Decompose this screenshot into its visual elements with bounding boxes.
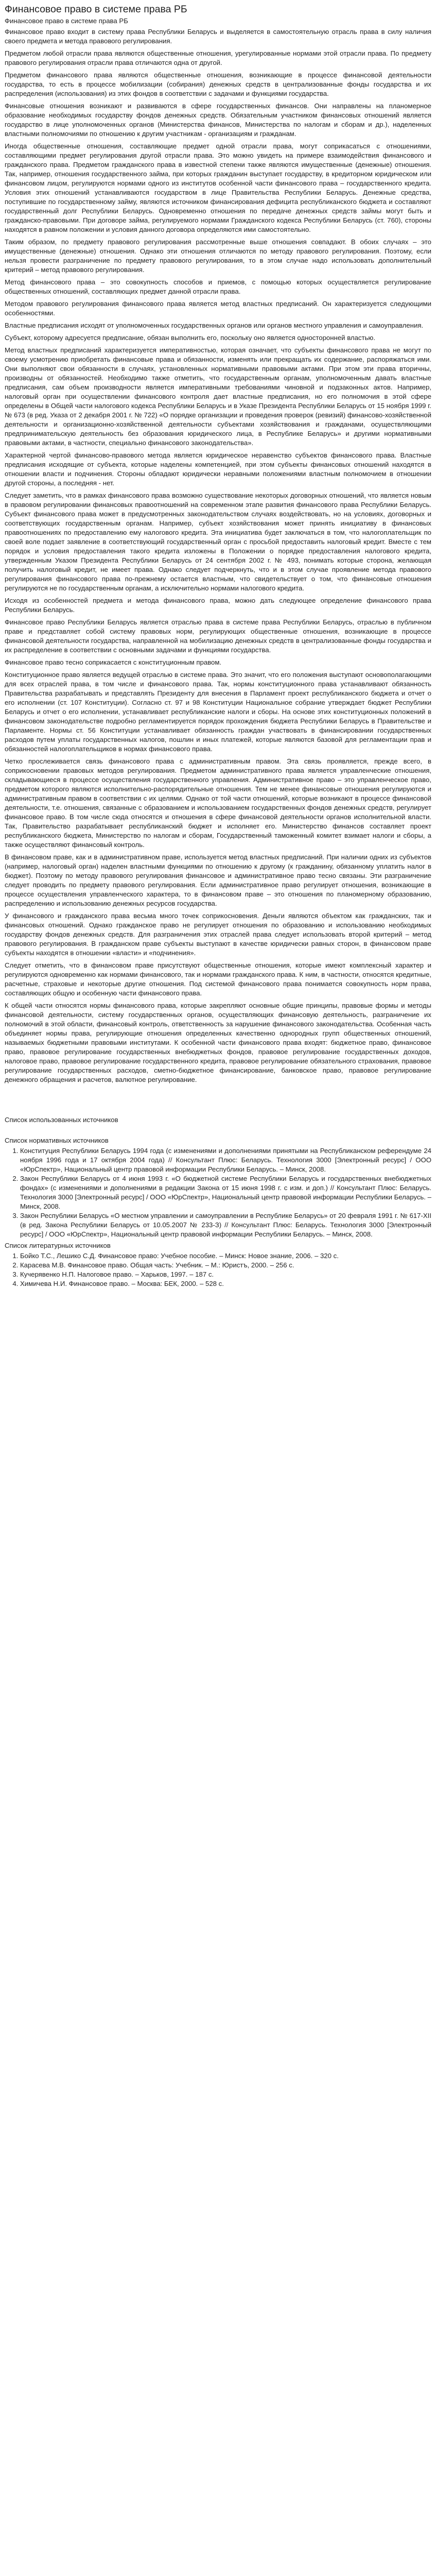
- literature-sources-list: [5, 1251, 431, 1289]
- document-subtitle: Финансовое право в системе права РБ: [5, 17, 128, 25]
- normative-source-item: 1. Конституция Республики Беларусь 1994 года (с изменениями и дополнениями принятыми на Республиканском референдуме 24 ноября 1996 года и 17 октября 2004 года) // Консультант Плюс: Беларусь. Технология 3000 [Электронный ресурс] / ООО «ЮрСпектр», Национальный центр правовой информации Республики Беларусь. – Минск, 2008.: [20, 1146, 431, 1174]
- normative-source-item: 3. Закон Республики Беларусь «О местном управлении и самоуправлении в Республике Беларусь» от 20 февраля 1991 г. № 617-XII (в ред. Закона Республики Беларусь от 10.05.2007 № 233-З) // Консультант Плюс: Беларусь. Технология 3000 [Электронный ресурс] / ООО «ЮрСпектр», Национальный центр правовой информации Республики Беларусь. – Минск, 2008.: [20, 1211, 431, 1239]
- paragraph: Субъект, которому адресуется предписание, обязан выполнить его, поскольку оно является односторонней властью.: [5, 334, 375, 342]
- paragraph: Четко прослеживается связь финансового права с административным правом. Эта связь проявляется, прежде всего, в соприкосновении правовых методов регулирования. Предметом административного права является управленческие отношения, складывающиеся в процессе осуществления государственного управления. Административное право – это управленческое право, предметом которого являются исполнительно-распорядительные отношения. Тем не менее финансовые отношения регулируются и административным правом в соответствии с их целями. Однако от той части отношений, которые возникают в процессе финансовой деятельности, т.е. отношения, связанные с образованием и использованием государственных фондов денежных средств, регулирует финансовое право. В том числе сюда относятся и отношения в сфере финансовой деятельности органов исполнительной власти. Так, Правительство разрабатывает республиканский бюджет и исполняет его. Министерство финансов составляет проект республиканского бюджета, Министерство по налогам и сборам, Государственный таможенный комитет взимает налоги и сборы, а также осуществляют финансовый контроль.: [5, 757, 431, 849]
- literature-sources-heading: Список литературных источников: [5, 1242, 111, 1249]
- paragraph: Иногда общественные отношения, составляющие предмет одной отрасли права, могут соприкасаться с отношениями, составляющими предмет регулирования другой отрасли права. Это можно увидеть на примере взаимодействия финансового и гражданского права. Предметом гражданского права в известной степени также являются имущественные (денежные) отношения. Так, например, отношения государственного займа, при которых гражданин выступает государству, в кредиторном юридическом или финансовом лицом, регулируются нормами одного из институтов особенной части финансового права – государственного кредита. Условия этих отношений устанавливаются государством в лице Правительства Республики Беларусь. Денежные средства, поступившие по государственному займу, являются источником финансирования дефицита республиканского бюджета и составляют государственный долг Республики Беларусь. Одновременно отношения по передаче денежных средств займы могут быть и гражданско-правовыми. При договоре займа, регулируемого нормами Гражданского кодекса Республики Беларусь (ст. 760), стороны находятся в равном положении и условия данного договора определяются ими самостоятельно.: [5, 142, 431, 233]
- page-title: Финансовое право в системе права РБ: [5, 4, 187, 15]
- paragraph: Характерной чертой финансово-правового метода является юридическое неравенство субъектов финансового права. Властные предписания исходящие от субъекта, которые наделены компетенцией, при этом субъекты финансовых отношений находятся в отношении власти и подчинения. Стороны обладают юридически неравными положениями властным полномочием в отношении другой стороны, а последняя - нет.: [5, 451, 431, 487]
- normative-source-item: 2. Закон Республики Беларусь от 4 июня 1993 г. «О бюджетной системе Республики Беларусь и государственных внебюджетных фондах» (с изменениями и дополнениями в редакции Закона от 15 июня 1998 г. с изм. и доп.) // Консультант Плюс: Беларусь. Технология 3000 [Электронный ресурс] / ООО «ЮрСпектр», Национальный центр правовой информации Республики Беларусь. – Минск, 2008.: [20, 1174, 431, 1211]
- literature-source-item: 2. Карасева М.В. Финансовое право. Общая часть: Учебник. – М.: Юристъ, 2000. – 256 с.: [20, 1261, 431, 1270]
- paragraph: К общей части относятся нормы финансового права, которые закрепляют основные общие принципы, правовые формы и методы финансовой деятельности, систему государственных органов, осуществляющих финансовую деятельность, разграничение их полномочий в этой области, финансовый контроль, ответственность за нарушение финансового законодательства. Особенная часть объединяет нормы права, регулирующие отношения определенных качественно однородных групп общественных отношений, называемых бюджетными правовыми институтами. К особенной части финансового права входят: бюджетное право, финансовое право, правовое регулирование государственных внебюджетных фондов, правовое регулирование государственных доходов, налоговое право, правовое регулирование государственного кредита, правовое регулирование обязательного страхования, правовое регулирование государственных расходов, сметно-бюджетное финансирование, банковское право, правовое регулирование денежного обращения и расчетов, валютное регулирование.: [5, 1002, 431, 1083]
- references-heading: Список использованных источников: [5, 1116, 118, 1124]
- paragraph: Метод финансового права – это совокупность способов и приемов, с помощью которых осуществляется регулирование общественных отношений, составляющих предмет данной отрасли права.: [5, 278, 431, 295]
- paragraph: Метод властных предписаний характеризуется императивностью, которая означает, что субъекты финансового права не могут по своему усмотрению приобретать финансовые права и обязанности, изменять или прекращать их содержание, распоряжаться ими. Они выполняют свои обязанности в случаях, установленных нормативными правовыми актами. При этом эти права вторичны, производны от обязанностей. Необходимо также отметить, что государственным органам, уполномоченным давать властные предписания, сам объем производности является императивными требованиями чиновной и подзаконных актов. Например, налоговый орган при осуществлении финансового контроля дает властные предписания, но его полномочия в этой сфере определены в Общей части налогового кодекса Республики Беларусь и в Указе Президента Республики Беларусь от 15 ноября 1999 г. № 673 (в ред. Указа от 2 декабря 2001 г. № 722) «О порядке организации и проведения проверок (ревизий) финансово-хозяйственной деятельности и организационно-хозяйственной деятельности субъектами хозяйствования и гражданами, осуществляющими предпринимательскую деятельность без образования юридического лица, в Республике Беларусь» и другими нормативными правовыми актами, в частности, специально финансового законодательства».: [5, 346, 431, 447]
- paragraph: Финансовое право входит в систему права Республики Беларусь и выделяется в самостоятельную отрасль права в силу наличия своего предмета и метода правового регулирования.: [5, 28, 431, 45]
- literature-source-item: 3. Кучерявенко Н.П. Налоговое право. – Харьков, 1997. – 187 с.: [20, 1270, 431, 1279]
- paragraph: Следует отметить, что в финансовом праве присутствуют общественные отношения, которые имеют комплексный характер и регулируются одновременно как нормами финансового, так и нормами гражданского права. К ним, в частности, относятся кредитные, расчетные, страховые и некоторые другие отношения. Под системой финансового права понимается совокупность норм права, составляющих общую и особенную части финансового права.: [5, 961, 431, 997]
- paragraph: Следует заметить, что в рамках финансового права возможно существование некоторых договорных отношений, что является новым в правовом регулировании финансовых правоотношений на современном этапе развития финансового права Республики Беларусь. Субъект финансового права может в предусмотренных законодательством случаях воздействовать, но на условиях, договорных и соответствующих государственным органам. Например, субъект хозяйствования может принять инициативу в финансовых правоотношениях по предоставлению ему налогового кредита. Эта инициатива будет заключаться в том, что налогоплательщик по своей воле подает заявление в соответствующий государственный орган с просьбой предоставить налоговый кредит. Вместе с тем порядок и условия предоставления такого кредита изложены в Положении о порядке предоставления налогового кредита, утвержденным Указом Президента Республики Беларусь от 24 сентября 2002 г. № 493, понимать которые сторона, желающая получить налоговый кредит, не имеет права. Однако следует подчеркнуть, что и в этом случае проявление метода правового регулирования финансового права по-прежнему остается властным, что свидетельствует о том, что финансовые отношения регулируются не по государственным органам, а исключительно нормами налогового кредита.: [5, 492, 431, 592]
- paragraph: Финансовое право тесно соприкасается с конституционным правом.: [5, 658, 222, 666]
- paragraph: Методом правового регулирования финансового права является метод властных предписаний. Он характеризуется следующими особенностями.: [5, 300, 431, 317]
- normative-sources-heading: Список нормативных источников: [5, 1137, 109, 1144]
- literature-source-item: 1. Бойко Т.С., Лешико С.Д. Финансовое право: Учебное пособие. – Минск: Новое знание, 2006. – 320 с.: [20, 1251, 431, 1261]
- normative-sources-list: [5, 1146, 431, 1239]
- paragraph: В финансовом праве, как и в административном праве, используется метод властных предписаний. При наличии одних из субъектов (например, налоговый орган) наделен властными функциями по отношению к другому (к гражданину, обязанному уплатить налог в бюджет). Поэтому по методу правового регулирования финансовое и административное право тесно связаны. Эти разграничение следует проводить по предмету правового регулирования. Если административное право регулирует отношения, возникающие в процессе осуществления управленческого характера, то в финансовом праве – это отношения по планомерному образованию, распределению и использованию денежных ресурсов государства.: [5, 853, 431, 907]
- paragraph: Таким образом, по предмету правового регулирования рассмотренные выше отношения совпадают. В обоих случаях – это имущественные (денежные) отношения. Однако эти отношения отличаются по методу правового регулирования. Поэтому, если нельзя провести разграничение по предмету правового регулирования, то в этом случае надо использовать дополнительный критерий – метод правового регулирования.: [5, 238, 431, 274]
- paragraph: Предметом любой отрасли права являются общественные отношения, урегулированные нормами этой отрасли права. По предмету правового регулирования отрасли права отличаются одна от другой.: [5, 49, 431, 66]
- paragraph: Финансовое право Республики Беларусь является отраслью права в системе права Республики Беларусь, отраслью в публичном праве и представляет собой систему правовых норм, регулирующих общественные отношения, возникающие в процессе финансовой деятельности государства, направленной на мобилизацию денежных средств в централизованные фонды государства и их распределение в соответствии с основными задачами и функциями государства.: [5, 618, 431, 654]
- paragraph: У финансового и гражданского права весьма много точек соприкосновения. Деньги являются объектом как гражданских, так и финансовых отношений. Однако гражданское право не регулирует отношения по образованию и использованию необходимых государству фондов денежных средств. Для разграничения этих отраслей права следует использовать второй критерий – метод правового регулирования. В гражданском праве субъекты выступают в качестве юридически равных сторон, в финансовом праве субъекты находятся в отношении «власти» и «подчинения».: [5, 912, 431, 957]
- paragraph: Финансовые отношения возникают и развиваются в сфере государственных финансов. Они направлены на планомерное образование необходимых государству фондов денежных средств. Обязательным участником финансовых отношений является государство в лице уполномоченных органов (Министерства финансов, Министерства по налогам и сборам и др.), наделенных властными полномочиями по отношению к другим участникам - организациям и гражданам.: [5, 102, 431, 138]
- literature-source-item: 4. Химичева Н.И. Финансовое право. – Москва: БЕК, 2000. – 528 с.: [20, 1279, 431, 1289]
- paragraph: Предметом финансового права являются общественные отношения, возникающие в процессе финансовой деятельности государства, то есть в процессе мобилизации (собирания) денежных средств в централизованные фонды государства и их распределения (использования) из этих фондов в соответствии с задачами и функциями государства.: [5, 71, 431, 97]
- spacer: [5, 1088, 431, 1115]
- body-text: [5, 27, 431, 1084]
- paragraph: Исходя из особенностей предмета и метода финансового права, можно дать следующее определение финансового права Республики Беларусь.: [5, 597, 431, 614]
- paragraph: Конституционное право является ведущей отраслью в системе права. Это значит, что его положения выступают основополагающими для всех отраслей права, в том числе и финансового права. Так, нормы конституционного права устанавливают обязанность Правительства разрабатывать и представлять Президенту для внесения в Парламент проект республиканского бюджета и отчет о его исполнении (ст. 107 Конституции). Согласно ст. 97 и 98 Конституции Национальное собрание утверждает бюджет Республики Беларусь и отчет о его исполнении, устанавливает республиканские налоги и сборы. На основе этих конституционных положений в финансовом законодательстве подробно регламентируется порядок прохождения бюджета Республики Беларусь в Правительстве и Парламенте. Нормы ст. 56 Конституции устанавливает обязанность граждан участвовать в финансировании государственных расходов путем уплаты государственных налогов, пошлин и иных платежей, которые являются базовой для регламентации прав и обязанностей налогоплательщиков в нормах финансового права.: [5, 671, 431, 753]
- paragraph: Властные предписания исходят от уполномоченных государственных органов или органов местного управления и самоуправления.: [5, 321, 424, 329]
